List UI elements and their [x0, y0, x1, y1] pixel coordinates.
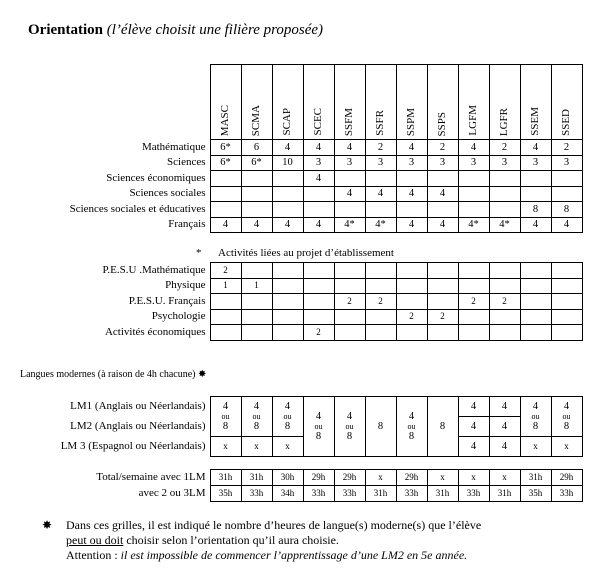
- table-cell: [489, 186, 520, 202]
- table-row: [40, 217, 582, 233]
- cell-part: ou: [562, 411, 571, 421]
- total-cell: 29h: [551, 470, 582, 486]
- column-header: [303, 65, 334, 140]
- table-cell: [551, 171, 582, 187]
- total-cell: 31h: [365, 486, 396, 502]
- table-row: [40, 325, 582, 341]
- table-row: [40, 486, 582, 502]
- table-cell: [520, 186, 551, 202]
- table-cell: 4: [458, 140, 489, 156]
- row-label: Sciences: [167, 156, 206, 169]
- note-text: [66, 518, 481, 563]
- language-label: LM1 (Anglais ou Néerlandais): [70, 400, 206, 412]
- table-cell: [241, 294, 272, 310]
- column-header: [489, 65, 520, 140]
- total-cell: 31h: [520, 470, 551, 486]
- table-cell: 6*: [210, 140, 241, 156]
- table-cell: 2: [427, 140, 458, 156]
- title-bold: Orientation: [28, 22, 103, 38]
- cell-part: ou: [345, 421, 354, 431]
- language-label: LM 3 (Espagnol ou Néerlandais): [60, 440, 206, 452]
- table-row: [40, 155, 582, 171]
- table-cell: [489, 309, 520, 325]
- total-cell: x: [427, 470, 458, 486]
- language-cell: [551, 397, 582, 437]
- table-cell: 4*: [365, 217, 396, 233]
- row-label: Sciences sociales et éducatives: [69, 202, 206, 215]
- total-cell: 30h: [272, 470, 303, 486]
- column-header-label: SSED: [560, 109, 572, 136]
- table-cell: [272, 202, 303, 218]
- table-cell: [334, 278, 365, 294]
- total-cell: 34h: [272, 486, 303, 502]
- total-cell: 29h: [303, 470, 334, 486]
- column-header-label: SSFM: [343, 107, 355, 136]
- cell-part: 4: [346, 410, 353, 422]
- activities-header-text: Activités liées au projet d’établissement: [218, 247, 394, 259]
- column-header-label: SSFR: [374, 110, 386, 136]
- cell-part: 4: [284, 400, 291, 412]
- table-cell: 4: [272, 217, 303, 233]
- table-cell: [520, 263, 551, 279]
- grid-languages: [40, 396, 583, 457]
- table-cell: 6: [241, 140, 272, 156]
- table-row: [40, 263, 582, 279]
- table-row: [40, 171, 582, 187]
- table-cell: 2: [210, 263, 241, 279]
- table-cell: [272, 278, 303, 294]
- column-header-label: SSPM: [405, 107, 417, 136]
- cell-part: 4: [253, 400, 260, 412]
- total-cell: 33h: [551, 486, 582, 502]
- cell-part: ou: [221, 411, 230, 421]
- language-cell: x: [551, 437, 582, 457]
- table-cell: [458, 263, 489, 279]
- cell-part: ou: [283, 411, 292, 421]
- language-cell: x: [210, 437, 241, 457]
- note-line2-rest: choisir selon l’orientation qu’il aura choisie.: [123, 533, 339, 547]
- activities-header: [196, 247, 394, 259]
- table-cell: 3: [458, 155, 489, 171]
- table-cell: [365, 309, 396, 325]
- cell-stack: [552, 402, 582, 432]
- language-label: LM2 (Anglais ou Néerlandais): [70, 420, 206, 432]
- cell-part: 8: [408, 430, 415, 442]
- table-cell: [551, 294, 582, 310]
- cell-part: ou: [252, 411, 261, 421]
- language-cell: x: [272, 437, 303, 457]
- table-cell: [396, 171, 427, 187]
- cell-part: 8: [315, 430, 322, 442]
- table-cell: 3: [396, 155, 427, 171]
- total-cell: 31h: [427, 486, 458, 502]
- row-label: Français: [168, 218, 206, 231]
- table-cell: [396, 278, 427, 294]
- table-cell: 4: [396, 217, 427, 233]
- table-cell: [489, 278, 520, 294]
- table-cell: 1: [241, 278, 272, 294]
- table-cell: [334, 171, 365, 187]
- cell-part: 4: [563, 400, 570, 412]
- language-cell: x: [520, 437, 551, 457]
- table-cell: 8: [520, 202, 551, 218]
- table-cell: 4: [334, 140, 365, 156]
- total-cell: 33h: [303, 486, 334, 502]
- column-header: [334, 65, 365, 140]
- cell-stack: [211, 402, 241, 432]
- table-cell: [303, 309, 334, 325]
- table-cell: [427, 263, 458, 279]
- cell-stack: [242, 402, 272, 432]
- row-label: Physique: [165, 279, 206, 292]
- table-cell: [241, 325, 272, 341]
- table-cell: [210, 202, 241, 218]
- note-star: ✸: [42, 518, 53, 532]
- table-cell: [551, 186, 582, 202]
- table-cell: [489, 171, 520, 187]
- total-cell: 31h: [210, 470, 241, 486]
- table-cell: [210, 186, 241, 202]
- table-cell: 4*: [489, 217, 520, 233]
- column-header: [272, 65, 303, 140]
- table-cell: [458, 325, 489, 341]
- table-cell: [458, 202, 489, 218]
- language-cell: [272, 397, 303, 437]
- table-cell: [303, 278, 334, 294]
- note-line1: Dans ces grilles, il est indiqué le nombre d’heures de langue(s) moderne(s) que l’élève: [66, 518, 482, 532]
- row-label: Sciences sociales: [129, 187, 206, 200]
- table-cell: [520, 309, 551, 325]
- table-row: [40, 309, 582, 325]
- cell-stack: [335, 412, 365, 442]
- table-cell: [241, 309, 272, 325]
- table-cell: [272, 309, 303, 325]
- note-line2: [66, 533, 481, 548]
- table-cell: 3: [365, 155, 396, 171]
- note-line2-underlined: peut ou doit: [66, 533, 124, 547]
- table-cell: 2: [334, 294, 365, 310]
- table-cell: 6*: [241, 155, 272, 171]
- table-cell: 4: [427, 217, 458, 233]
- table-cell: [365, 278, 396, 294]
- table-cell: [396, 263, 427, 279]
- table-cell: 6*: [210, 155, 241, 171]
- table-row: [40, 397, 582, 417]
- cell-stack: [304, 412, 334, 442]
- column-header-label: SCMA: [250, 104, 262, 136]
- cell-stack: [273, 402, 303, 432]
- table-cell: 3: [520, 155, 551, 171]
- table-cell: 4: [365, 186, 396, 202]
- table-cell: [303, 202, 334, 218]
- cell-part: 4: [408, 410, 415, 422]
- languages-title: Langues modernes (à raison de 4h chacune) ✸: [20, 369, 207, 380]
- cell-part: ou: [407, 421, 416, 431]
- table-cell: [551, 325, 582, 341]
- column-header-label: SSPS: [436, 111, 448, 136]
- table-cell: 2: [458, 294, 489, 310]
- total-cell: 31h: [241, 470, 272, 486]
- table-cell: [210, 325, 241, 341]
- table-cell: [210, 171, 241, 187]
- language-cell: 4: [458, 437, 489, 457]
- table-cell: [520, 325, 551, 341]
- language-cell: 8: [427, 397, 458, 457]
- table-cell: 2: [365, 140, 396, 156]
- total-cell: 33h: [334, 486, 365, 502]
- total-cell: 29h: [334, 470, 365, 486]
- table-row: [40, 202, 582, 218]
- table-row: [40, 294, 582, 310]
- total-cell: 33h: [396, 486, 427, 502]
- table-cell: 4*: [334, 217, 365, 233]
- total-cell: 35h: [210, 486, 241, 502]
- table-cell: [272, 186, 303, 202]
- table-cell: [396, 294, 427, 310]
- table-cell: 4*: [458, 217, 489, 233]
- table-cell: 4: [303, 140, 334, 156]
- cell-stack: [521, 402, 551, 432]
- grid-activities: [40, 262, 583, 341]
- table-row: [40, 470, 582, 486]
- table-cell: [334, 325, 365, 341]
- table-cell: [303, 263, 334, 279]
- table-row: [40, 278, 582, 294]
- language-cell: x: [241, 437, 272, 457]
- total-cell: x: [365, 470, 396, 486]
- table-cell: [303, 186, 334, 202]
- total-cell: 33h: [241, 486, 272, 502]
- column-header: [551, 65, 582, 140]
- cell-part: ou: [314, 421, 323, 431]
- activities-star: *: [196, 247, 202, 259]
- table-cell: 4: [241, 217, 272, 233]
- table-cell: [520, 294, 551, 310]
- table-cell: 3: [489, 155, 520, 171]
- table-cell: 1: [210, 278, 241, 294]
- table-cell: 2: [396, 309, 427, 325]
- title-italic: (l’élève choisit une filière proposée): [106, 22, 324, 38]
- table-cell: [458, 171, 489, 187]
- table-cell: [427, 278, 458, 294]
- row-label: P.E.S.U. Français: [128, 294, 206, 307]
- table-cell: [520, 278, 551, 294]
- table-cell: [272, 263, 303, 279]
- column-header-label: MASC: [219, 104, 231, 136]
- cell-part: ou: [531, 411, 540, 421]
- total-cell: x: [458, 470, 489, 486]
- cell-part: 8: [563, 420, 570, 432]
- column-header-label: SCAP: [281, 108, 293, 136]
- table-row: [40, 140, 582, 156]
- language-cell: [396, 397, 427, 457]
- table-cell: [241, 202, 272, 218]
- language-cell: [520, 397, 551, 437]
- table-cell: 2: [303, 325, 334, 341]
- cell-part: 4: [532, 400, 539, 412]
- column-header-label: LGFR: [498, 107, 510, 136]
- grid-totals: [40, 469, 583, 502]
- table-cell: 2: [551, 140, 582, 156]
- table-cell: 4: [303, 171, 334, 187]
- column-header: [427, 65, 458, 140]
- table-cell: [396, 202, 427, 218]
- table-cell: 4: [520, 140, 551, 156]
- language-cell: [210, 397, 241, 437]
- table-cell: 4: [396, 186, 427, 202]
- language-cell: 4: [458, 417, 489, 437]
- total-cell: 35h: [520, 486, 551, 502]
- table-cell: [489, 263, 520, 279]
- table-cell: [520, 171, 551, 187]
- cell-part: 4: [315, 410, 322, 422]
- table-cell: [365, 263, 396, 279]
- table-cell: 4: [303, 217, 334, 233]
- cell-part: 8: [222, 420, 229, 432]
- table-cell: 4: [272, 140, 303, 156]
- column-header: [520, 65, 551, 140]
- grid-orientation: [40, 64, 583, 233]
- table-cell: 8: [551, 202, 582, 218]
- language-cell: 4: [489, 417, 520, 437]
- column-header: [458, 65, 489, 140]
- table-cell: [334, 263, 365, 279]
- language-cell: [241, 397, 272, 437]
- table-cell: [241, 263, 272, 279]
- table-cell: [551, 263, 582, 279]
- note-line3: [66, 548, 481, 563]
- table-cell: 2: [365, 294, 396, 310]
- page-title: [28, 22, 323, 39]
- table-cell: [334, 309, 365, 325]
- column-header: [210, 65, 241, 140]
- table-cell: 10: [272, 155, 303, 171]
- table-cell: [427, 202, 458, 218]
- table-cell: 2: [489, 294, 520, 310]
- row-label: Activités économiques: [104, 325, 206, 338]
- table-cell: 3: [303, 155, 334, 171]
- cell-part: 8: [346, 430, 353, 442]
- row-label: Psychologie: [151, 310, 206, 323]
- table-cell: [365, 202, 396, 218]
- table-cell: 3: [427, 155, 458, 171]
- table-cell: [210, 294, 241, 310]
- table-cell: [365, 171, 396, 187]
- table-cell: [489, 202, 520, 218]
- total-cell: 29h: [396, 470, 427, 486]
- cell-stack: [397, 412, 427, 442]
- table-cell: 4: [520, 217, 551, 233]
- table-cell: [427, 171, 458, 187]
- table-cell: 4: [551, 217, 582, 233]
- table-cell: 4: [334, 186, 365, 202]
- cell-part: 8: [253, 420, 260, 432]
- table-cell: [365, 325, 396, 341]
- table-cell: [427, 294, 458, 310]
- table-cell: 2: [489, 140, 520, 156]
- table-cell: 3: [551, 155, 582, 171]
- cell-part: 4: [222, 400, 229, 412]
- column-header: [365, 65, 396, 140]
- table-cell: [396, 325, 427, 341]
- row-label: Sciences économiques: [106, 171, 206, 184]
- table-cell: [210, 309, 241, 325]
- table-cell: [551, 309, 582, 325]
- table-cell: 3: [334, 155, 365, 171]
- table-cell: 4: [210, 217, 241, 233]
- column-header-label: SCEC: [312, 108, 324, 136]
- column-header: [396, 65, 427, 140]
- note-line3-label: Attention :: [66, 548, 121, 562]
- total-cell: 31h: [489, 486, 520, 502]
- table-cell: [241, 171, 272, 187]
- total-label: avec 2 ou 3LM: [138, 487, 206, 499]
- total-label: Total/semaine avec 1LM: [96, 471, 206, 483]
- table-cell: [272, 171, 303, 187]
- column-header-label: SSEM: [529, 107, 541, 136]
- total-cell: 33h: [458, 486, 489, 502]
- row-label: P.E.S.U .Mathématique: [102, 263, 206, 276]
- table-cell: [458, 186, 489, 202]
- table-cell: [458, 309, 489, 325]
- cell-part: 8: [532, 420, 539, 432]
- language-cell: [334, 397, 365, 457]
- table-cell: [427, 325, 458, 341]
- cell-part: 8: [284, 420, 291, 432]
- table-cell: 4: [427, 186, 458, 202]
- table-cell: 4: [396, 140, 427, 156]
- column-header: [241, 65, 272, 140]
- language-cell: 4: [489, 437, 520, 457]
- table-cell: [334, 202, 365, 218]
- table-cell: [458, 278, 489, 294]
- language-cell: 4: [458, 397, 489, 417]
- table-row: [40, 186, 582, 202]
- row-label: Mathématique: [141, 140, 206, 153]
- table-cell: [272, 294, 303, 310]
- column-header-label: LGFM: [467, 105, 479, 136]
- table-cell: [272, 325, 303, 341]
- total-cell: x: [489, 470, 520, 486]
- note-line3-italic: il est impossible de commencer l’apprentissage d’une LM2 en 5e année.: [120, 548, 468, 562]
- table-cell: [303, 294, 334, 310]
- table-cell: 2: [427, 309, 458, 325]
- table-cell: [551, 278, 582, 294]
- table-cell: [489, 325, 520, 341]
- language-cell: 4: [489, 397, 520, 417]
- language-cell: [303, 397, 334, 457]
- language-cell: 8: [365, 397, 396, 457]
- table-cell: [241, 186, 272, 202]
